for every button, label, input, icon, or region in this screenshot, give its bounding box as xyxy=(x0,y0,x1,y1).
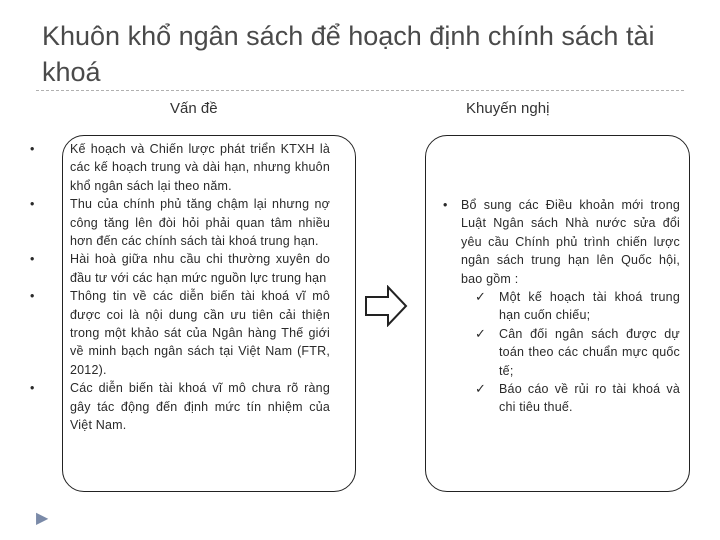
recommendations-heading: Khuyến nghị xyxy=(466,100,550,117)
recommendation-sublist xyxy=(461,288,680,417)
recommendation-subitem: ✓ Cân đối ngân sách được dự toán theo các chuẩn mực quốc tế; xyxy=(475,325,680,378)
slide-marker-icon: ▶ xyxy=(36,510,49,527)
bullet-icon: • xyxy=(443,198,448,212)
bullet-icon: • xyxy=(30,197,35,212)
bullet-icon: • xyxy=(30,289,35,304)
issue-item: • Hài hoà giữa nhu cầu chi thường xuyên do đầu tư với các hạn mức nguồn lực trung hạn xyxy=(30,252,330,285)
slide-title: Khuôn khổ ngân sách để hoạch định chính sách tài khoá xyxy=(42,21,655,87)
issues-list xyxy=(30,140,330,435)
issue-item: • Kế hoạch và Chiến lược phát triển KTXH là các kế hoạch trung và dài hạn, nhưng khuôn khổ ngân sách lại theo năm. xyxy=(30,142,330,193)
title-divider xyxy=(36,90,684,91)
issues-heading: Vấn đề xyxy=(170,100,218,117)
checkmark-icon: ✓ xyxy=(475,289,487,305)
bullet-icon: • xyxy=(30,142,35,156)
checkmark-icon: ✓ xyxy=(475,381,487,397)
recommendation-subitem: ✓ Báo cáo về rủi ro tài khoá và chi tiêu thuế. xyxy=(475,381,680,415)
checkmark-icon: ✓ xyxy=(475,325,487,341)
recommendations-list xyxy=(443,196,680,417)
issue-item: • Các diễn biến tài khoá vĩ mô chưa rõ ràng gây tác động đến định mức tín nhiệm của Việt Nam. xyxy=(30,381,330,433)
issue-item: • Thông tin về các diễn biến tài khoá vĩ mô được coi là nội dung cần ưu tiên cải thiện trong một khảo sát của Ngân hàng Thế giới về minh bạch ngân sách tại Việt Nam (FTR, 2012). xyxy=(30,289,330,377)
bullet-icon: • xyxy=(30,252,35,267)
recommendation-item: • Bổ sung các Điều khoản mới trong Luật Ngân sách Nhà nước sửa đổi yêu cầu Chính phủ trình chiến lược ngân sách trung hạn lên Quốc hội, bao gồm : ✓ Một kế hoạch tài khoá trung hạn cuốn chiếu; ✓ Cân đối ngân sách được dự toán theo các chuẩn mực quốc tế; ✓ Báo cáo về rủi ro tài khoá và chi tiêu thuế. xyxy=(443,196,680,417)
issue-item: • Thu của chính phủ tăng chậm lại nhưng nợ công tăng lên đòi hỏi phải quan tâm nhiều hơn đến các chính sách tài khoá trung hạn. xyxy=(30,197,330,249)
bullet-icon: • xyxy=(30,381,35,396)
right-arrow-icon xyxy=(364,285,408,327)
recommendation-subitem: ✓ Một kế hoạch tài khoá trung hạn cuốn chiếu; xyxy=(475,289,680,323)
